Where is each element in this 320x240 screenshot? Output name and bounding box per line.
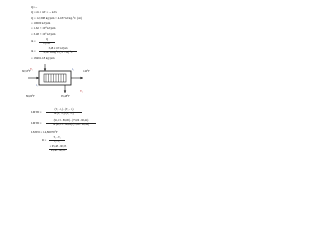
lmtd-den: ln (T₁ - t₂)/(T₂ - t₁) [53, 112, 75, 115]
lmtd-lhs: LMTD = [31, 110, 42, 114]
mass-eq2-lhs: m = [31, 49, 36, 53]
intro-line-4: = 10000 kJ/jam [31, 21, 51, 25]
mass-eq2-num: 3,48 x 10⁶ kJ/jam [48, 47, 68, 50]
hx-t-left-temp: 86,00°F [26, 95, 35, 98]
intro-line-1: Q=... [31, 5, 38, 9]
hx-t2-label: T₂ [80, 89, 83, 93]
hx-t1-temp: 60,53°F [22, 70, 31, 73]
mass-eq-den: Cp ΔT [43, 42, 51, 45]
r-eq2-num: = 95,48 - 60,53 [49, 145, 67, 148]
intro-line-2: Q = m c ΔT = ... kJ/s [31, 10, 57, 14]
hx-t-right-temp: 140°F [83, 70, 90, 73]
intro-line-3: Q = 12,398 kg/jam × 4.187 kJ/kg.°C (Δt) [31, 16, 82, 20]
hx-t-left-label: t₁ [36, 83, 38, 87]
lmtd-result: LMTD = 14,86976°F [31, 130, 58, 134]
document-page [0, 0, 149, 198]
intro-line-5: = 1.62 × 10⁴ kJ/jam [31, 26, 56, 30]
hx-t-right-label: t₂ [72, 67, 74, 71]
mass-eq-lhs: m = [31, 39, 36, 43]
lmtd2-den: ln (91,13 - 86,00)/(75,06 - 60,44) [53, 123, 89, 126]
mass-eq2-den: 4,187 kJ/kg°C (75 - 30) °C [43, 51, 73, 54]
intro-line-6: = 3.48 × 10⁶ kJ/jam [31, 32, 56, 36]
r-eq-lhs: R = [42, 138, 47, 142]
r-eq-den: t₂ - t₁ [54, 140, 60, 143]
r-eq-num: T₁ - T₂ [53, 136, 61, 139]
mass-eq-num: Q [46, 38, 48, 41]
hx-tube-bundle [44, 74, 66, 82]
mass-eq-result: = 18491.18 kg/jam [31, 56, 55, 60]
lmtd2-lhs: LMTD = [31, 121, 42, 125]
hx-t1-label: T₁ [30, 67, 33, 71]
heat-exchanger-diagram [25, 62, 95, 102]
lmtd2-num: (91,13 - 86,00) - (75,06 - 60,44) [53, 119, 89, 122]
r-eq2-den: 95,48 - 60,53 [50, 149, 66, 152]
lmtd-num: (T₁ - t₂) - (T₂ - t₁) [54, 108, 74, 111]
hx-t2-temp: 95,48°F [61, 95, 70, 98]
